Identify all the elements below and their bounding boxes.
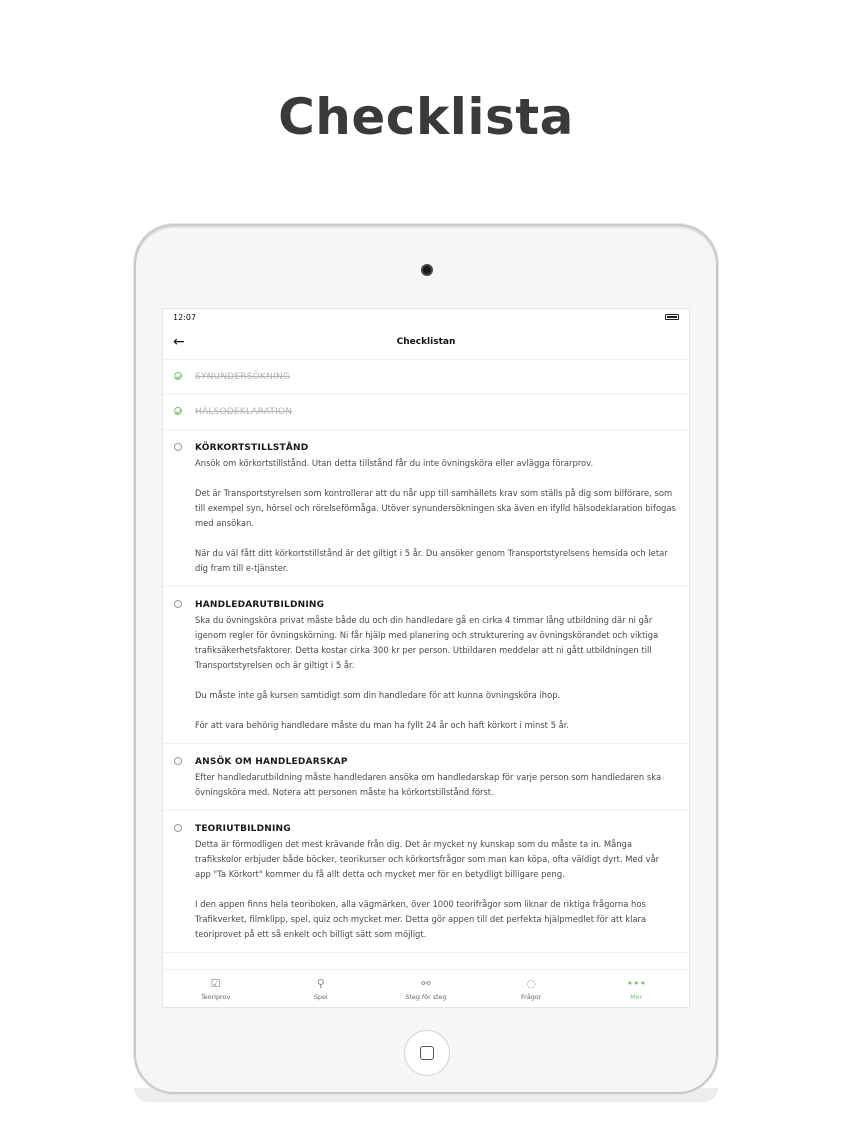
joystick-icon: ⚲ (316, 976, 325, 990)
tab-mer[interactable] (596, 977, 676, 1001)
empty-circle-icon[interactable] (174, 824, 182, 832)
checklist-item[interactable] (163, 811, 689, 953)
checklist-item-paragraph: Ska du övningsköra privat måste både du och din handledare gå en cirka 4 timmar lång utbildning där ni går igenom regler för övningskörning. Ni får hjälp med planering och strukturering av övningskörandet och viktiga trafiksäkerhetsfaktorer. Detta kostar cirka 300 kr per person. Utbildaren meddelar att ni gått utbildningen till Transportstyrelsen och är giltigt i 5 år. (195, 615, 659, 670)
tab-label: Frågor (520, 992, 542, 1001)
checklist-item-paragraph: Ansök om körkortstillstånd. Utan detta tillstånd får du inte övningsköra eller avlägga förarprov. (195, 458, 594, 468)
more-dots-icon: ••• (626, 976, 647, 990)
tab-label: Steg för steg (405, 992, 447, 1001)
checklist-item-paragraph: Du måste inte gå kursen samtidigt som din handledare för att kunna övningsköra ihop. (195, 690, 561, 700)
checklist-item-paragraph: För att vara behörig handledare måste du man ha fyllt 24 år och haft körkort i minst 5 år. (195, 720, 570, 730)
nav-bar (163, 325, 689, 360)
checklist-item-paragraph: Efter handledarutbildning måste handledaren ansöka om handledarskap för varje person som handledaren ska övningsköra med. Notera att personen måste ha körkortstillstånd först. (195, 772, 662, 797)
checklist-item-title: KÖRKORTSTILLSTÅND (195, 443, 309, 453)
checklist-item-paragraph: När du väl fått ditt körkortstillstånd är det giltigt i 5 år. Du ansöker genom Transportstyrelsens hemsida och letar dig fram till e-tjänster. (195, 548, 668, 573)
tab-teoriprov[interactable] (176, 977, 256, 1001)
check-circle-icon[interactable] (174, 407, 182, 415)
checklist (163, 360, 689, 953)
status-time: 12:07 (173, 312, 197, 322)
camera-dot (421, 264, 433, 276)
checklist-item-paragraph: Det är Transportstyrelsen som kontrollerar att du når upp till samhällets krav som ställs på dig som bilförare, som till exempel syn, hörsel och rörelseförmåga. Utöver synundersökningen ska även en ifylld hälsodeklaration bifogas med ansökan. (195, 488, 676, 528)
ipad-frame (134, 224, 718, 1094)
checklist-item-title: HÄLSODEKLARATION (195, 407, 293, 417)
tab-label: Teoriprov (200, 992, 231, 1001)
home-button[interactable] (404, 1030, 450, 1076)
home-square-icon (420, 1046, 434, 1060)
tab-bar (163, 969, 689, 1007)
checklist-item[interactable] (163, 430, 689, 587)
tab-label: Mer (630, 992, 643, 1001)
checklist-item[interactable] (163, 587, 689, 744)
battery-icon (665, 314, 679, 320)
back-arrow-icon[interactable]: ← (173, 334, 185, 350)
clipboard-check-icon: ☑ (210, 976, 221, 990)
checklist-item-title: SYNUNDERSÖKNING (195, 372, 290, 382)
checklist-item-paragraph: Detta är förmodligen det mest krävande från dig. Det är mycket ny kunskap som du måste ta in. Många trafikskolor erbjuder både böcker, teorikurser och körkortsfrågor som man kan köpa, ofta väldigt dyrt. Med vår app "Ta Körkort" kommer du få allt detta och mycket mer för en betydligt billigare peng. (195, 839, 660, 879)
checklist-item-paragraph: I den appen finns hela teoriboken, alla vägmärken, över 1000 teorifrågor som liknar de riktiga frågorna hos Trafikverket, filmklipp, spel, quiz och mycket mer. Detta gör appen till det perfekta hjälpmedlet för att klara teoriprovet på ett så enkelt och billigt sätt som möjligt. (195, 899, 647, 939)
checklist-item[interactable] (163, 395, 689, 430)
status-bar (163, 309, 689, 325)
checklist-item-title: TEORIUTBILDNING (195, 824, 291, 834)
checklist-item[interactable] (163, 360, 689, 395)
empty-circle-icon[interactable] (174, 443, 182, 451)
tab-steg-för-steg[interactable] (386, 977, 466, 1001)
nav-title: Checklistan (396, 337, 456, 347)
checklist-item-title: ANSÖK OM HANDLEDARSKAP (195, 757, 348, 767)
tab-frågor[interactable] (491, 977, 571, 1001)
app-screen (162, 308, 690, 1008)
page-headline: Checklista (278, 88, 574, 146)
checklist-item-title: HANDLEDARUTBILDNING (195, 600, 325, 610)
tab-spel[interactable] (281, 977, 361, 1001)
check-circle-icon[interactable] (174, 372, 182, 380)
tab-label: Spel (313, 992, 328, 1001)
empty-circle-icon[interactable] (174, 757, 182, 765)
steps-icon: ⚯ (421, 976, 431, 990)
checklist-item[interactable] (163, 744, 689, 811)
chat-question-icon: ◌ (526, 976, 536, 990)
empty-circle-icon[interactable] (174, 600, 182, 608)
